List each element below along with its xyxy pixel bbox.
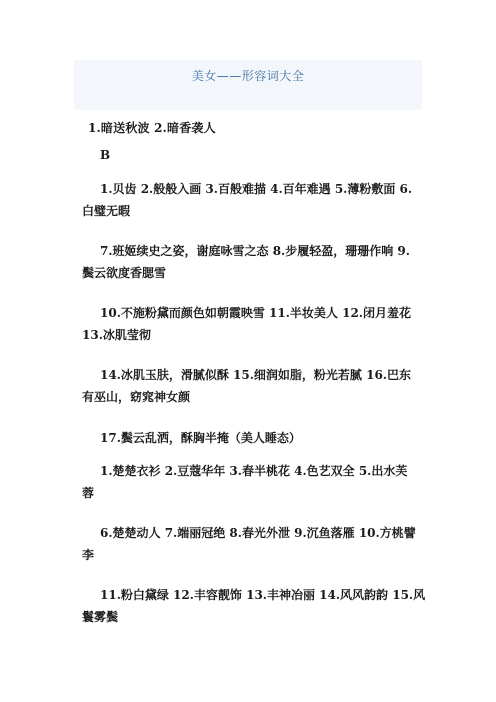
intro-line: 1.暗送秋波 2.暗香袭人 — [88, 121, 216, 135]
paragraph — [82, 584, 426, 628]
paragraph — [82, 364, 422, 408]
document-title: 美女——形容词大全 — [191, 69, 305, 83]
paragraph — [82, 240, 422, 284]
paragraph-line: 6.楚楚动人 7.端丽冠绝 8.春光外泄 9.沉鱼落雁 10.方桃譬 — [100, 526, 416, 540]
paragraph-line: 鬓云欲度香腮雪 — [82, 266, 167, 280]
paragraph-line: 蓉 — [82, 486, 95, 500]
paragraph-line: 李 — [82, 548, 95, 562]
paragraph-line: 鬟雾鬓 — [82, 610, 119, 624]
paragraph — [82, 460, 422, 504]
paragraph-line: 10.不施粉黛而颜色如朝霞映雪 11.半妆美人 12.闭月羞花 — [100, 306, 411, 320]
paragraph — [82, 178, 422, 222]
paragraph-line: 14.冰肌玉肤，滑腻似酥 15.细润如脂，粉光若腻 16.巴东 — [100, 368, 411, 382]
paragraph-line: 11.粉白黛绿 12.丰容靓饰 13.丰神冶丽 14.风风韵韵 15.风 — [100, 588, 426, 602]
paragraph-line: 1.贝齿 2.般般入画 3.百般难描 4.百年难遇 5.薄粉敷面 6. — [100, 182, 413, 196]
paragraph — [82, 427, 422, 449]
section-heading-b: B — [100, 148, 111, 162]
paragraph-line: 白璧无暇 — [82, 204, 131, 218]
title-banner — [74, 60, 422, 110]
paragraph — [82, 522, 422, 566]
paragraph-line: 1.楚楚衣衫 2.豆蔻华年 3.春半桃花 4.色艺双全 5.出水芙 — [100, 464, 408, 478]
paragraph-line: 7.班姬续史之姿，谢庭咏雪之态 8.步履轻盈，珊珊作响 9. — [100, 244, 410, 258]
paragraph-line: 13.冰肌莹彻 — [82, 328, 151, 342]
paragraph-line: 17.鬓云乱洒，酥胸半掩（美人睡态） — [100, 431, 301, 445]
paragraph-line: 有巫山，窈窕神女颜 — [82, 390, 191, 404]
paragraph — [82, 302, 422, 346]
